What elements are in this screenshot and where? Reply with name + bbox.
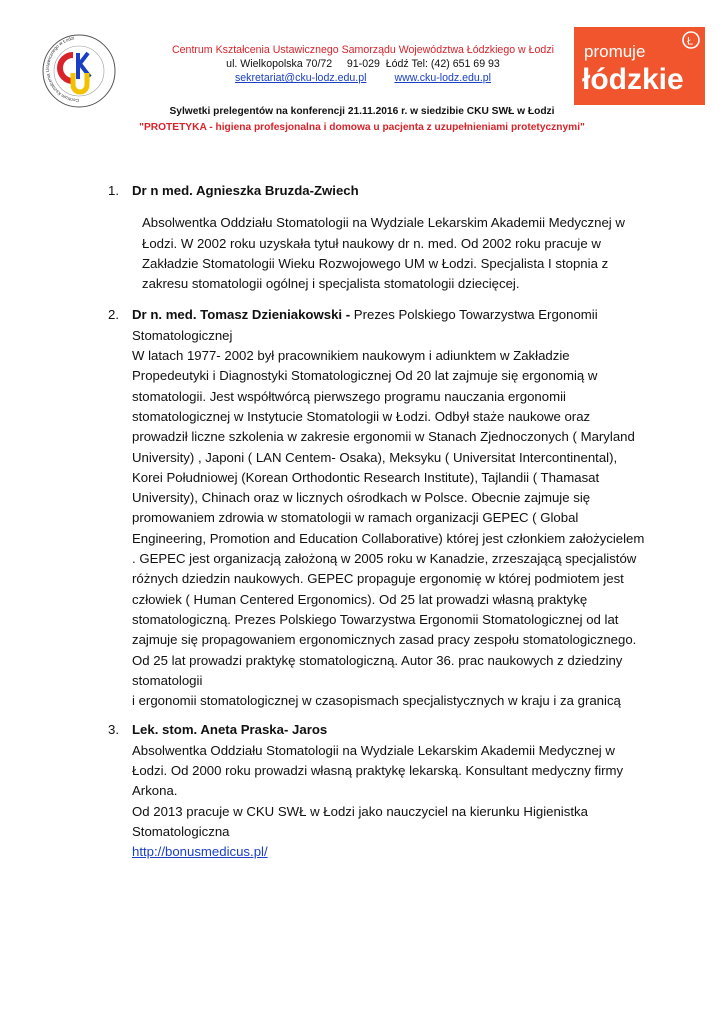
speaker-item-1 — [108, 181, 648, 294]
cku-logo — [33, 33, 125, 109]
speaker-item-2 — [108, 305, 648, 711]
speaker-number: 2. — [108, 307, 119, 323]
logo-line2: łódzkie — [582, 63, 684, 96]
conference-title: "PROTETYKA - higiena profesjonalna i domowa u pacjenta z uzupełnieniami protetycznymi" — [139, 122, 585, 133]
subtitle: Sylwetki prelegentów na konferencji 21.11.2016 r. w siedzibie CKU SWŁ w Łodzi — [169, 106, 555, 117]
speaker-name: Lek. stom. Aneta Praska- Jaros — [132, 722, 328, 738]
logo-circle-letter: Ł — [687, 35, 694, 48]
org-address: ul. Wielkopolska 70/72 91-029 Łódź Tel: (42) 651 69 93 — [226, 58, 500, 70]
speaker-bio: W latach 1977- 2002 był pracownikiem naukowym i adiunktem w Zakładzie Propedeutyki i Diagnostyki Stomatologicznej Od 20 lat zajmuje się ergonomią w stomatologii. Jest współtwórcą pierwszego programu nauczania ergonomii stomatologicznej w Instytucie Stomatologii w Łodzi. Odbył staże naukowe oraz prowadził liczne szkolenia w zakresie ergonomii w Stanach Zjednoczonych ( Maryland University) , Japoni ( LAN Centem- Osaka), Meksyku ( Universitat Intercontinental), Korei Południowej (Korean Orthodontic Research Institute), Tajlandii ( Thamasat University), Chinach oraz w licznych ośrodkach w Polsce. Obecnie zajmuje się promowaniem zdrowia w stomatologii w ramach organizacji GEPEC ( Global Engineering, Promotion and Education Collaborative) której jest członkiem założycielem . GEPEC jest organizacją założoną w 2005 roku w Kanadzie, zrzeszającą specjalistów różnych dziedzin naukowych. GEPEC propaguje ergonomię w której podmiotem jest człowiek ( Human Centered Ergonomics). Od 25 lat prowadzi własną praktykę stomatologiczną. Prezes Polskiego Towarzystwa Ergonomii Stomatologicznej od lat zajmuje się propagowaniem ergonomicznych zasad pracy zespołu stomatologicznego. Od 25 lat prowadzi praktykę stomatologiczną. Autor 36. prac naukowych z dziedziny stomatologii — [132, 348, 645, 688]
speaker-website-link[interactable]: http://bonusmedicus.pl/ — [132, 844, 268, 860]
speaker-item-3 — [108, 720, 648, 862]
speaker-bio-cont: i ergonomii stomatologicznej w czasopismach specjalistycznych w kraju i za granicą — [132, 693, 621, 709]
website-link[interactable]: www.cku-lodz.edu.pl — [394, 72, 492, 84]
speaker-number: 1. — [108, 183, 119, 198]
org-contacts — [140, 71, 586, 85]
speaker-role: Prezes Polskiego Towarzystwa Ergonomii Stomatologicznej — [132, 307, 598, 343]
letterhead — [140, 43, 586, 85]
speaker-number: 3. — [108, 722, 119, 738]
speaker-bio: Absolwentka Oddziału Stomatologii na Wydziale Lekarskim Akademii Medycznej w Łodzi. W 2002 roku uzyskała tytuł naukowy dr n. med. Od 2002 roku pracuje w Zakładzie Stomatologii Wieku Rozwojowego UM w Łodzi. Specjalista I stopnia z zakresu stomatologii ogólnej i specjalista stomatologii dziecięcej. — [142, 215, 625, 292]
speaker-bio: Absolwentka Oddziału Stomatologii na Wydziale Lekarskim Akademii Medycznej w Łodzi. Od 2000 roku prowadzi własną praktykę lekarską. Konsultant medyczny firmy Arkona. — [132, 742, 624, 799]
speaker-name: Dr n med. Agnieszka Bruzda-Zwiech — [132, 183, 359, 198]
logo-line1: promuje — [584, 42, 646, 61]
speakers-list — [108, 181, 648, 863]
speaker-name: Dr n. med. Tomasz Dzieniakowski - — [132, 307, 351, 323]
promuje-lodzkie-logo — [574, 27, 705, 105]
logo-ring-text: Centrum Kształcenia Ustawicznego w Łodzi — [45, 35, 80, 104]
org-name: Centrum Kształcenia Ustawicznego Samorządu Województwa Łódzkiego w Łodzi — [172, 44, 554, 56]
email-link[interactable]: sekretariat@cku-lodz.edu.pl — [234, 72, 367, 84]
speaker-bio-cont: Od 2013 pracuje w CKU SWŁ w Łodzi jako nauczyciel na kierunku Higienistka Stomatologiczna — [132, 803, 588, 839]
